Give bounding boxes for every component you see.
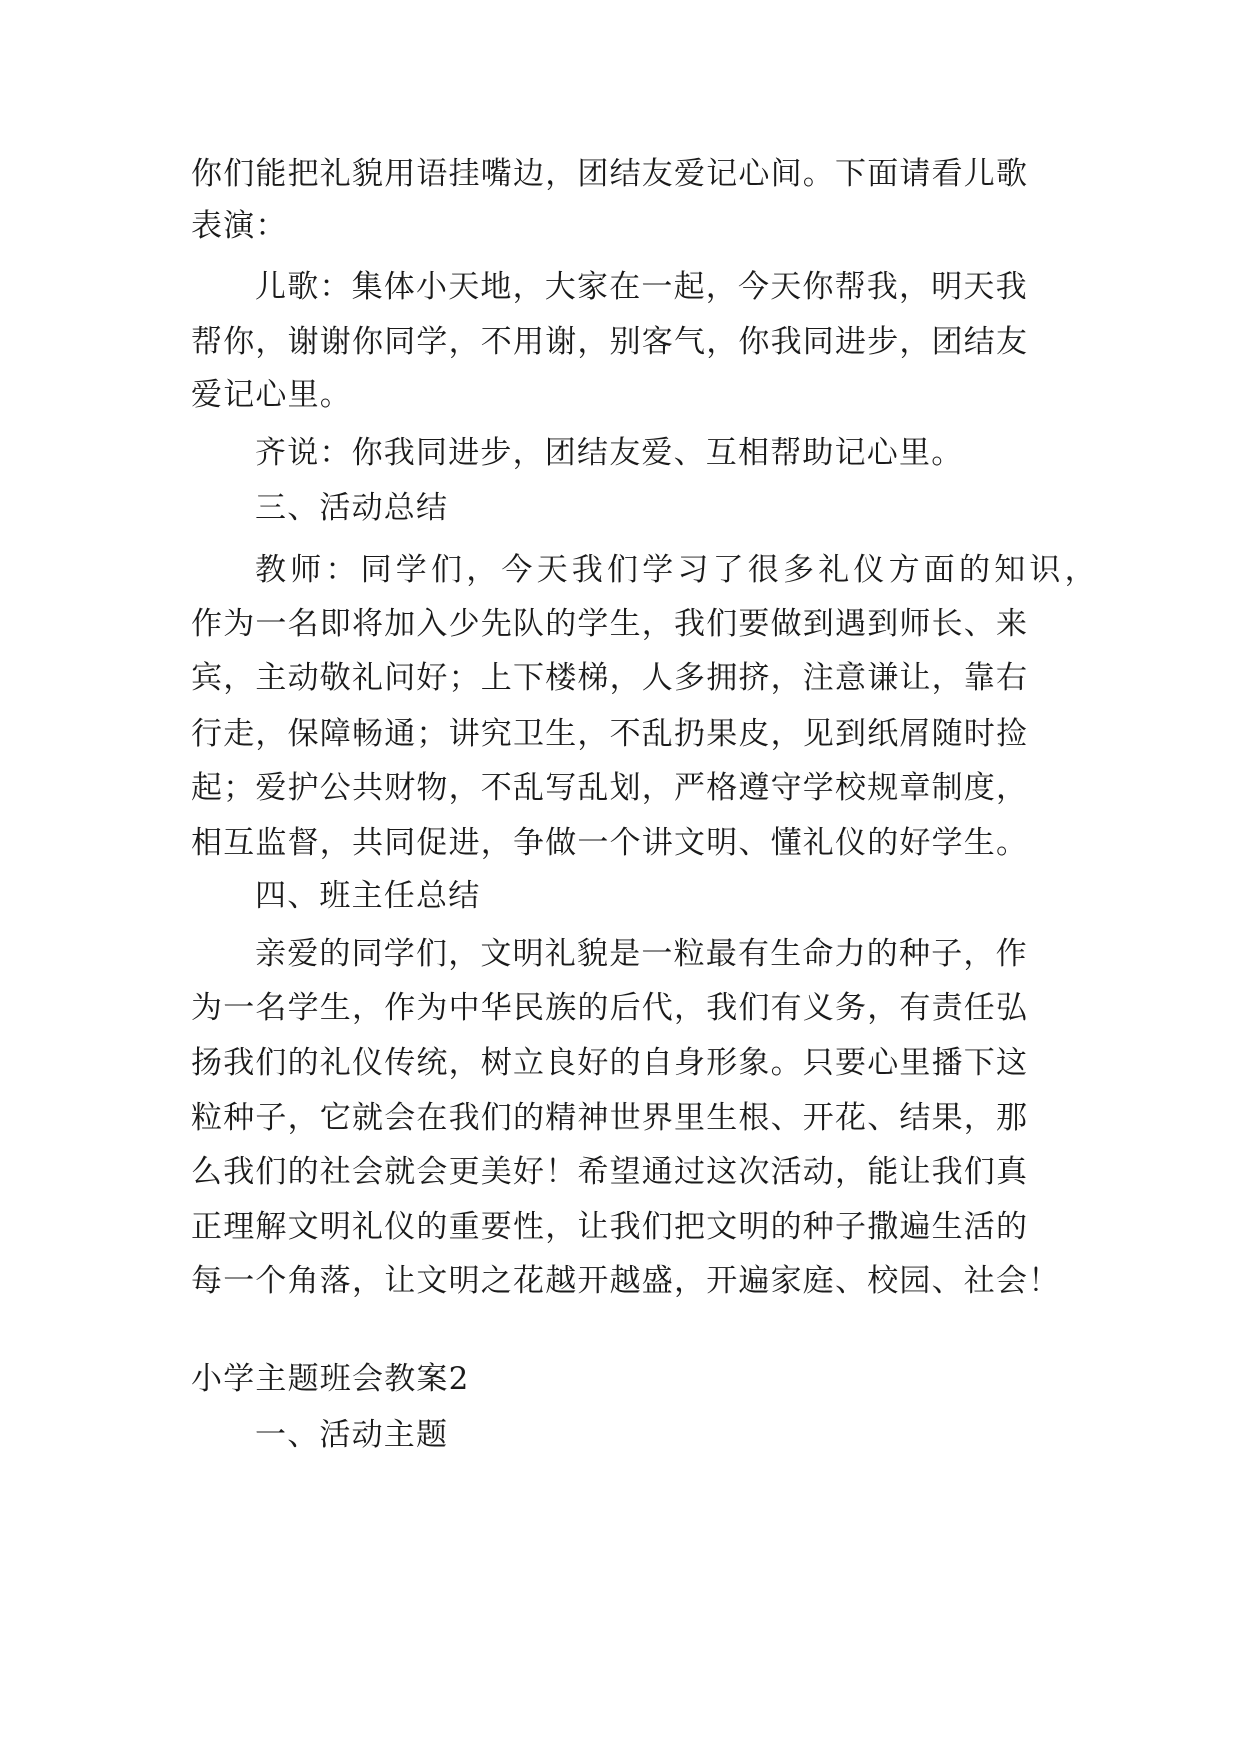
paragraph-line: 宾，主动敬礼问好；上下楼梯，人多拥挤，注意谦让，靠右 <box>191 660 1029 696</box>
paragraph-line: 教师：同学们，今天我们学习了很多礼仪方面的知识， <box>255 552 1100 588</box>
section-heading: 一、活动主题 <box>255 1417 449 1453</box>
paragraph-line: 表演： <box>191 208 288 244</box>
paragraph-line: 为一名学生，作为中华民族的后代，我们有义务，有责任弘 <box>191 990 1029 1026</box>
paragraph-line: 每一个角落，让文明之花越开越盛，开遍家庭、校园、社会！ <box>191 1263 1061 1299</box>
paragraph-line: 扬我们的礼仪传统，树立良好的自身形象。只要心里播下这 <box>191 1045 1029 1081</box>
section-heading: 三、活动总结 <box>255 490 449 526</box>
paragraph-line: 齐说：你我同进步，团结友爱、互相帮助记心里。 <box>255 435 964 471</box>
paragraph-line: 亲爱的同学们，文明礼貌是一粒最有生命力的种子，作 <box>255 936 1028 972</box>
paragraph-line: 相互监督，共同促进，争做一个讲文明、懂礼仪的好学生。 <box>191 825 1029 861</box>
paragraph-line: 爱记心里。 <box>191 377 352 413</box>
paragraph-line: 正理解文明礼仪的重要性，让我们把文明的种子撒遍生活的 <box>191 1209 1029 1245</box>
paragraph-line: 帮你，谢谢你同学，不用谢，别客气，你我同进步，团结友 <box>191 324 1029 360</box>
paragraph-line: 作为一名即将加入少先队的学生，我们要做到遇到师长、来 <box>191 606 1029 642</box>
paragraph-line: 儿歌：集体小天地，大家在一起，今天你帮我，明天我 <box>255 269 1028 305</box>
paragraph-line: 你们能把礼貌用语挂嘴边，团结友爱记心间。下面请看儿歌 <box>191 156 1029 192</box>
section-heading: 四、班主任总结 <box>255 878 481 914</box>
paragraph-line: 行走，保障畅通；讲究卫生，不乱扔果皮，见到纸屑随时捡 <box>191 716 1029 752</box>
paragraph-line: 起；爱护公共财物，不乱写乱划，严格遵守学校规章制度， <box>191 770 1029 806</box>
paragraph-line: 么我们的社会就会更美好！希望通过这次活动，能让我们真 <box>191 1154 1029 1190</box>
paragraph-line: 粒种子，它就会在我们的精神世界里生根、开花、结果，那 <box>191 1100 1029 1136</box>
document-title: 小学主题班会教案2 <box>191 1361 470 1397</box>
